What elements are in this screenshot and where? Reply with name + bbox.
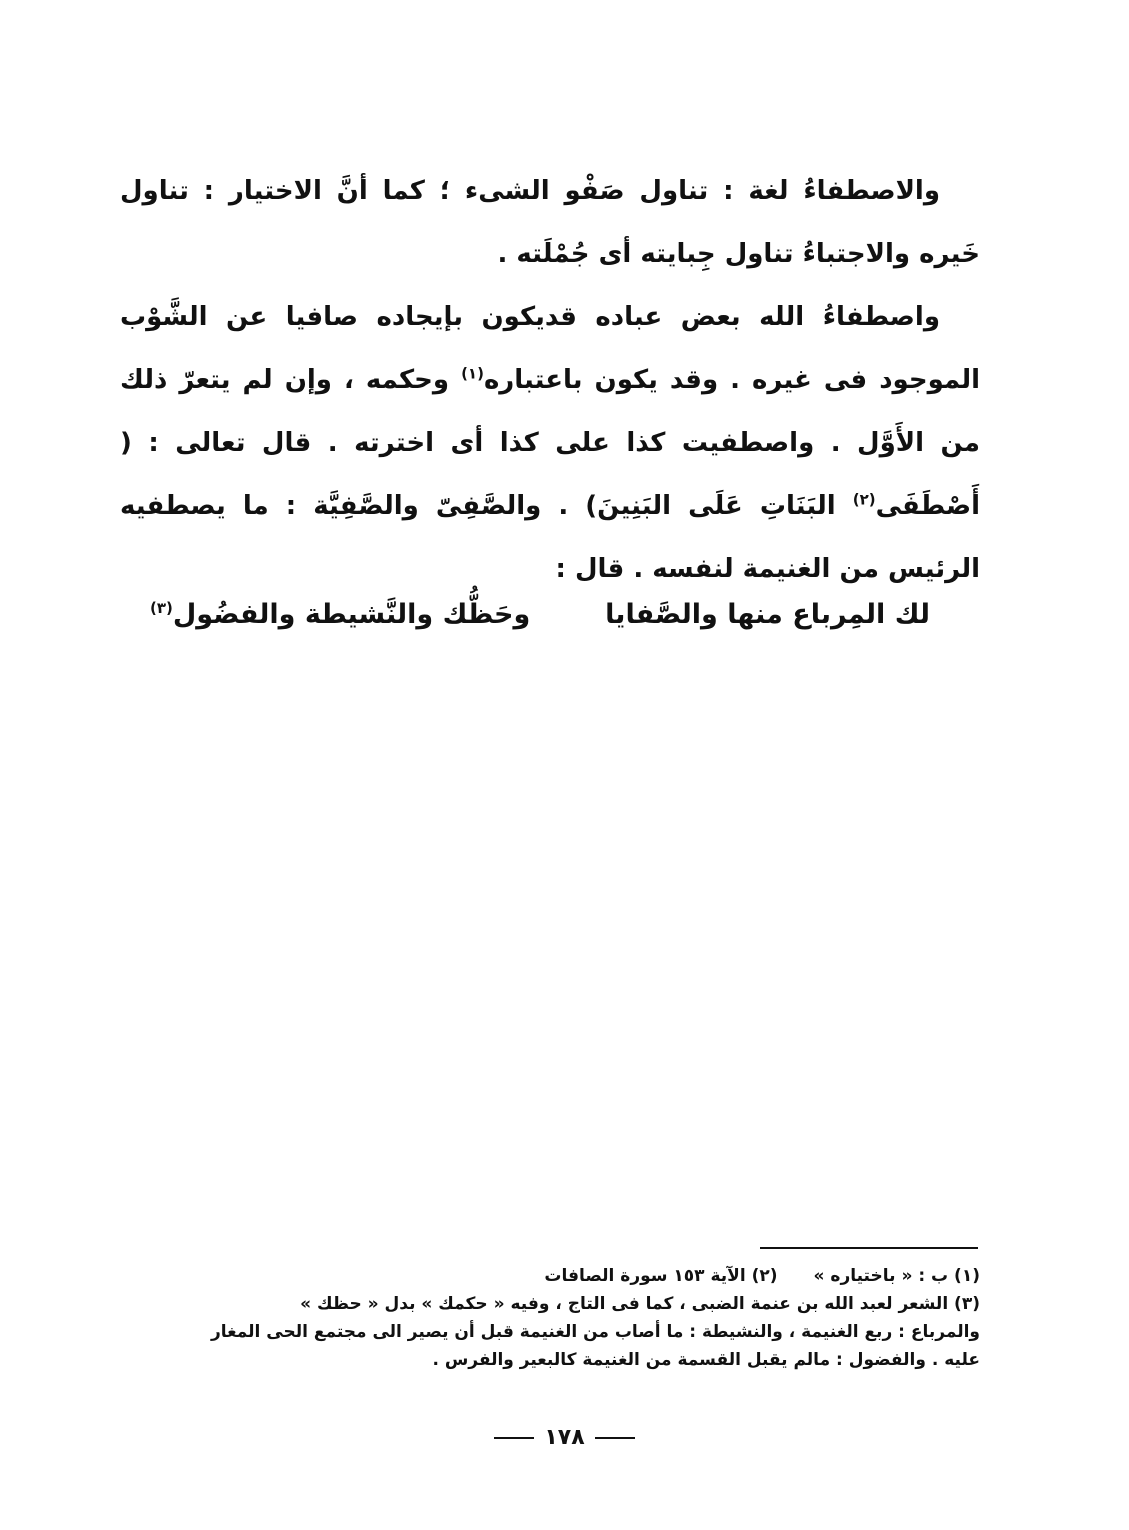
verse-hemistich-first: لك المِرباع منها والصَّفايا — [605, 599, 930, 630]
footnotes — [210, 1262, 980, 1374]
paragraph-divine-selection — [120, 286, 980, 601]
footnote-marker-2: (٢) — [852, 490, 876, 509]
footnote-2: (٢) الآية ١٥٣ سورة الصافات — [544, 1266, 778, 1286]
main-text — [120, 160, 980, 601]
footnote-3-line-3: عليه . والفضول : مالم يقبل القسمة من الغنيمة كالبعير والفرس . — [432, 1350, 980, 1370]
page-number-dash-left — [494, 1437, 534, 1439]
page-number — [0, 1425, 1129, 1450]
verse-hemistich-second — [150, 585, 530, 645]
footnote-row-1-2 — [240, 1262, 980, 1290]
footnote-1: (١) ب : « باختياره » — [813, 1266, 980, 1286]
page-number-text: ١٧٨ — [544, 1425, 585, 1450]
footnote-3-line-1: (٣) الشعر لعبد الله بن عنمة الضبى ، كما فى التاج ، وفيه « حكمك » بدل « حظك » — [300, 1294, 980, 1314]
paragraph-definition: والاصطفاءُ لغة : تناول صَفْو الشىء ؛ كما أنَّ الاختيار : تناول خَيره والاجتباءُ تناول جِبايته أى جُمْلَته . — [120, 176, 980, 269]
footnote-divider — [760, 1247, 978, 1249]
verse-hemistich-second-text: وحَظُّك والنَّشيطة والفضُول — [172, 599, 531, 630]
paragraph-text-part-1: واصطفاءُ الله بعض عباده قديكون بإيجاده صافيا عن الشَّوْب الموجود فى غيره . وقد يكون باعتباره — [120, 302, 980, 395]
paragraph-text-part-3: البَنَاتِ عَلَى البَنِينَ) . والصَّفِىّ والصَّفِيَّة : ما يصطفيه الرئيس من الغنيمة لنفسه . قال : — [120, 491, 980, 584]
footnote-marker-1: (١) — [461, 364, 484, 383]
footnote-3-line-2: والمرباع : ربع الغنيمة ، والنشيطة : ما أصاب من الغنيمة قبل أن يصير الى مجتمع الحى المغار — [210, 1322, 980, 1342]
page-number-dash-right — [595, 1437, 635, 1439]
footnote-marker-3: (٣) — [150, 599, 173, 617]
paragraph-text-part-2: وحكمه ، وإن لم يتعرّ ذلك من الأَوَّل . واصطفيت كذا على كذا أى اخترته . قال تعالى : ( أَصْطَفَى — [120, 365, 980, 521]
poetry-verse — [150, 585, 930, 645]
